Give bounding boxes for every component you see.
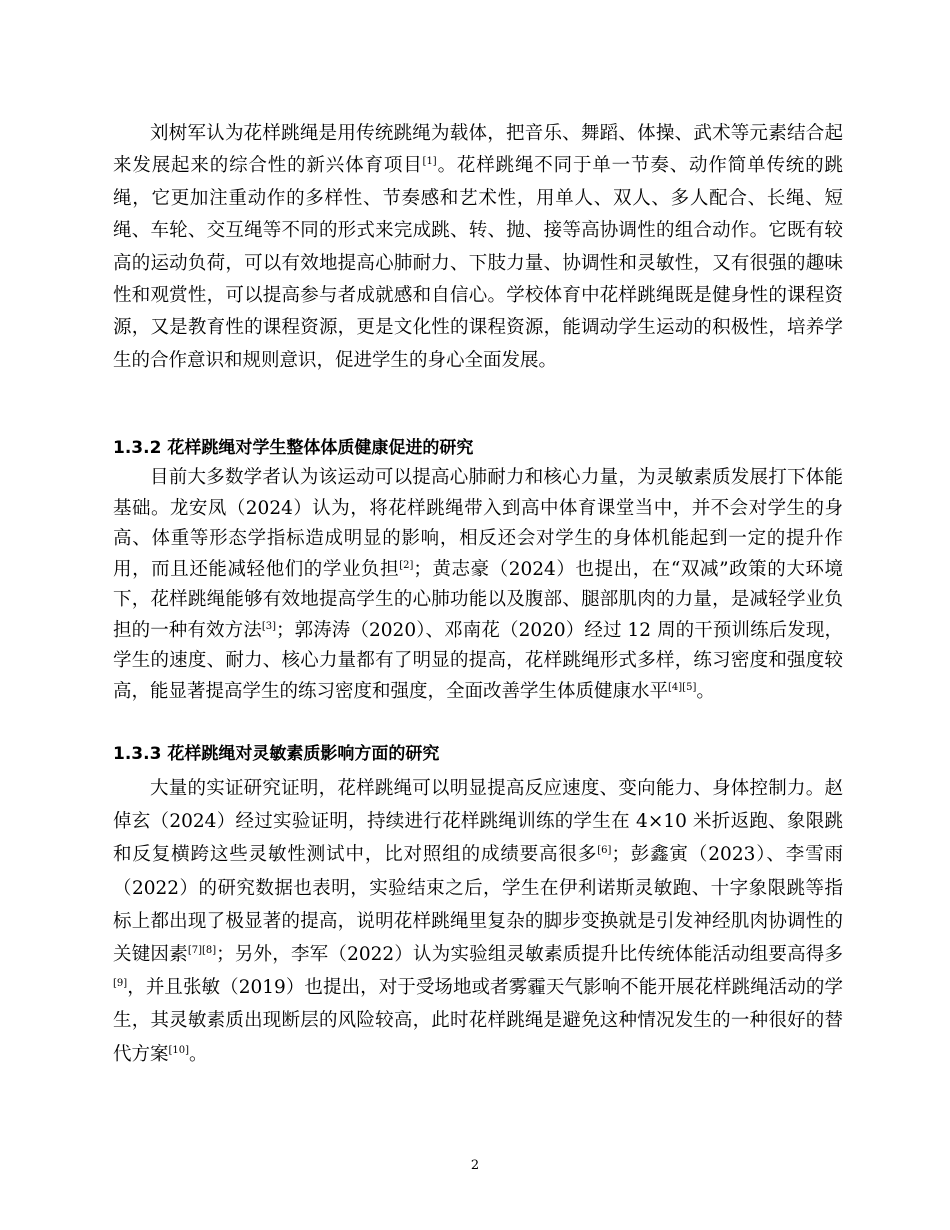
- page-number: 2: [470, 1158, 480, 1173]
- paragraph-agility: [113, 772, 843, 1071]
- paragraph-text: ；黄志豪（2024）也提出，在“双减”政策的大环境下，花样跳绳能够有效地提高学生的心肺功能以及腹部、腿部肌肉的力量，是减轻学业负担的一种有效方法: [113, 558, 843, 641]
- citation-ref: [4][5]: [668, 681, 697, 693]
- paragraph-text: 目前大多数学者认为该运动可以提高心肺耐力和核心力量，为灵敏素质发展打下体能基础。龙安凤（2024）认为，将花样跳绳带入到高中体育课堂当中，并不会对学生的身高、体重等形态学指标造成明显的影响，相反还会对学生的身体机能起到一定的提升作用，而且还能减轻他们的学业负担: [113, 467, 843, 580]
- citation-ref: [9]: [113, 978, 128, 990]
- section-heading-1-3-3: 1.3.3 花样跳绳对灵敏素质影响方面的研究: [113, 744, 440, 764]
- citation-ref: [2]: [399, 559, 414, 571]
- paragraph-text: 。: [189, 1043, 208, 1065]
- citation-ref: [6]: [597, 845, 612, 857]
- paragraph-text: ，并且张敏（2019）也提出，对于受场地或者雾霾天气影响不能开展花样跳绳活动的学生，其灵敏素质出现断层的风险较高，此时花样跳绳是避免这种情况发生的一种很好的替代方案: [113, 977, 843, 1065]
- paragraph-text: 刘树军认为花样跳绳是用传统跳绳为载体，把音乐、舞蹈、体操、武术等元素结合起来发展起来的综合性的新兴体育项目: [113, 123, 843, 177]
- paragraph-intro: [113, 118, 843, 377]
- citation-ref: [7][8]: [187, 944, 217, 956]
- citation-ref: [10]: [168, 1044, 190, 1056]
- paragraph-text: 。: [696, 680, 715, 702]
- section-heading-1-3-2: 1.3.2 花样跳绳对学生整体体质健康促进的研究: [113, 438, 474, 458]
- citation-ref: [1]: [422, 156, 437, 168]
- paragraph-text: 。花样跳绳不同于单一节奏、动作简单传统的跳绳，它更加注重动作的多样性、节奏感和艺术性，用单人、双人、多人配合、长绳、短绳、车轮、交互绳等不同的形式来完成跳、转、抛、接等高协调性的组合动作。它既有较高的运动负荷，可以有效地提高心肺耐力、下肢力量、协调性和灵敏性，又有很强的趣味性和观赏性，可以提高参与者成就感和自信心。学校体育中花样跳绳既是健身性的课程资源，又是教育性的课程资源，更是文化性的课程资源，能调动学生运动的积极性，培养学生的合作意识和规则意识，促进学生的身心全面发展。: [113, 155, 843, 371]
- citation-ref: [3]: [261, 620, 276, 632]
- paragraph-text: ；郭涛涛（2020）、邓南花（2020）经过 12 周的干预训练后发现，学生的速度、耐力、核心力量都有了明显的提高，花样跳绳形式多样，练习密度和强度较高，能显著提高学生的练习密度和强度，全面改善学生体质健康水平: [113, 619, 843, 702]
- paragraph-text: 大量的实证研究证明，花样跳绳可以明显提高反应速度、变向能力、身体控制力。赵倬玄（2024）经过实验证明，持续进行花样跳绳训练的学生在 4×10 米折返跑、象限跳和反复横跨这些灵敏性测试中，比对照组的成绩要高很多: [113, 778, 843, 866]
- paragraph-text: ；彭鑫寅（2023）、李雪雨（2022）的研究数据也表明，实验结束之后，学生在伊利诺斯灵敏跑、十字象限跳等指标上都出现了极显著的提高，说明花样跳绳里复杂的脚步变换就是引发神经肌肉协调性的关键因素: [113, 844, 843, 966]
- paragraph-text: ；另外，李军（2022）认为实验组灵敏素质提升比传统体能活动组要高得多: [216, 944, 843, 966]
- paragraph-physique: [113, 463, 843, 707]
